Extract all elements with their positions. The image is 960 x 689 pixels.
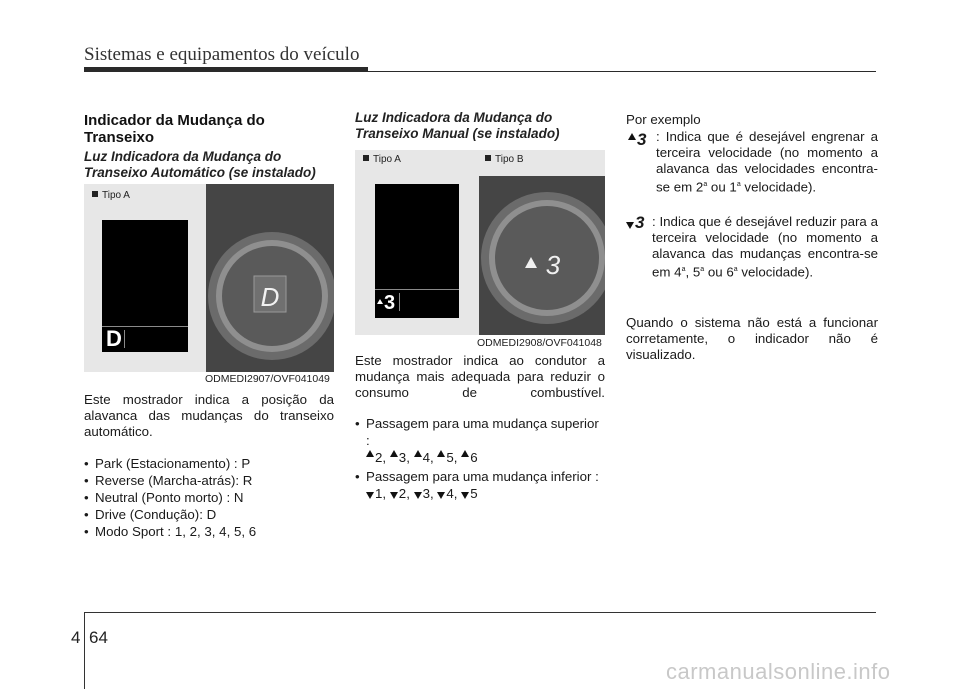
- shift-up-icon: [366, 450, 374, 457]
- figure-manual: [355, 150, 605, 335]
- shift-down-icon: [437, 492, 445, 499]
- list-item-shift-down: • Passagem para uma mudança inferior : 1, 2, 3, 4, 5: [355, 468, 605, 502]
- shift-up-icon: [377, 299, 383, 304]
- shift-down-icon: [366, 492, 374, 499]
- lcd-gear-indicator: 3: [377, 292, 395, 315]
- gauge-dial-graphic: [206, 184, 334, 372]
- shift-down-icon: [626, 222, 634, 229]
- figure-caption-manual: ODMEDI2908/OVF041048: [477, 337, 602, 349]
- figure-automatic: [84, 184, 334, 372]
- svg-text:3: 3: [545, 250, 561, 280]
- figure-caption-automatic: ODMEDI2907/OVF041049: [205, 373, 330, 385]
- shift-up-icon: [390, 450, 398, 457]
- list-item: • Neutral (Ponto morto) : N: [84, 489, 334, 506]
- gear-position-list: [84, 455, 334, 540]
- shift-up-icon: [461, 450, 469, 457]
- shift-up-icon: [437, 450, 445, 457]
- shift-list: [355, 415, 605, 502]
- example-shift-down: [626, 213, 876, 297]
- example-shift-down-text: : Indica que é desejável reduzir para a terceira velocidade (no momento a alavanca das mudanças encontra-se em 4$^a$, 5$^a$ ou 6$^a$ velocidade).: [652, 214, 878, 280]
- subheading-automatic: Luz Indicadora da Mudança do Transeixo Automático (se instalado): [84, 149, 316, 180]
- lcd-gear-char: D: [106, 326, 122, 351]
- list-item-shift-up: • Passagem para uma mudança superior : 2, 3, 4, 5, 6: [355, 415, 605, 466]
- example-intro: Por exemplo: [626, 112, 701, 127]
- example-shift-up-text: : Indica que é desejável engrenar a terceira velocidade (no momento a alavanca das velocidades encontra-se em 2$^a$ ou 1$^a$ velocidade).: [656, 129, 878, 195]
- lcd-display-tipo-a: [102, 220, 188, 352]
- list-item: • Drive (Condução): D: [84, 506, 334, 523]
- lcd-display-tipo-a: [375, 184, 459, 318]
- paragraph-malfunction: Quando o sistema não está a funcionar corretamente, o indicador não é visualizado.: [626, 315, 878, 362]
- paragraph-automatic: Este mostrador indica a posição da alavanca das mudanças do transeixo automático.: [84, 392, 334, 439]
- shift-up-icon: [628, 133, 636, 140]
- subheading-manual: Luz Indicadora da Mudança do Transeixo Manual (se instalado): [355, 110, 560, 141]
- figure-label-tipo-b: Tipo B: [485, 154, 524, 165]
- list-item: • Park (Estacionamento) : P: [84, 455, 334, 472]
- watermark: carmanualsonline.info: [666, 659, 891, 684]
- shift-down-icon: [461, 492, 469, 499]
- shift-up-icon: [414, 450, 422, 457]
- list-item: • Modo Sport : 1, 2, 3, 4, 5, 6: [84, 523, 334, 540]
- shift-up-values: 2, 3, 4, 5, 6: [366, 449, 605, 466]
- figure-label-tipo-a: Tipo A: [92, 190, 130, 201]
- paragraph-manual: Este mostrador indica ao condutor a mudança mais adequada para reduzir o consumo de combustível.: [355, 353, 605, 400]
- example-shift-down-symbol: 3: [626, 213, 644, 233]
- shift-down-icon: [414, 492, 422, 499]
- page-number: 64: [89, 628, 108, 647]
- page-number-divider: [84, 626, 85, 646]
- example-shift-up-symbol: 3: [628, 130, 646, 150]
- gauge-cluster-tipo-b: [206, 184, 334, 372]
- shift-down-values: 1, 2, 3, 4, 5: [366, 485, 605, 502]
- gauge-cluster-tipo-b: [479, 176, 605, 335]
- example-shift-up: [626, 128, 876, 212]
- figure-label-tipo-a: Tipo A: [363, 154, 401, 165]
- footer-top-rule: [84, 612, 876, 613]
- section-heading: Indicador da Mudança do Transeixo: [84, 112, 265, 146]
- chapter-number: 4: [71, 628, 81, 647]
- page-header-title: Sistemas e equipamentos do veículo: [84, 44, 360, 65]
- gauge-dial-graphic: [479, 176, 605, 335]
- list-item: • Reverse (Marcha-atrás): R: [84, 472, 334, 489]
- svg-text:D: D: [260, 282, 280, 312]
- footer-left-rule: [84, 612, 85, 689]
- header-rule: [84, 71, 876, 72]
- shift-down-icon: [390, 492, 398, 499]
